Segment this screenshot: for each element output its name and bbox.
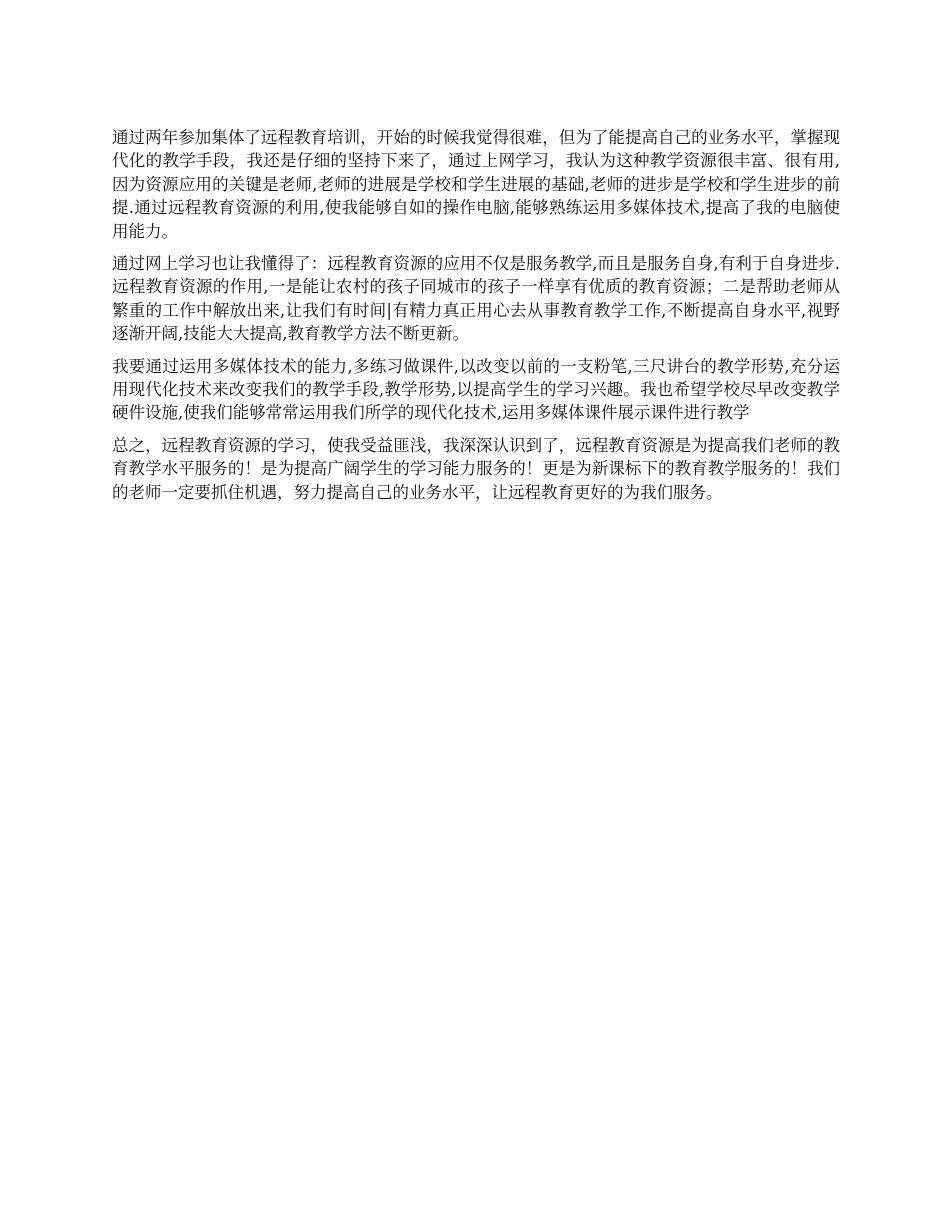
paragraph-3: 我要通过运用多媒体技术的能力,多练习做课件,以改变以前的一支粉笔,三尺讲台的教学形势,充分运用现代化技术来改变我们的教学手段,教学形势,以提高学生的学习兴趣。我也希望学校尽早改变教学硬件设施,使我们能够常常运用我们所学的现代化技术,运用多媒体课件展示课件进行教学 [112,356,840,423]
paragraph-2: 通过网上学习也让我懂得了：远程教育资源的应用不仅是服务教学,而且是服务自身,有利于自身进步.远程教育资源的作用,一是能让农村的孩子同城市的孩子一样享有优质的教育资源；二是帮助老师从繁重的工作中解放出来,让我们有时间|有精力真正用心去从事教育教学工作,不断提高自身水平,视野逐渐开阔,技能大大提高,教育教学方法不断更新。 [112,254,840,344]
paragraph-4: 总之，远程教育资源的学习，使我受益匪浅，我深深认识到了，远程教育资源是为提高我们老师的教育教学水平服务的！是为提高广阔学生的学习能力服务的！更是为新课标下的教育教学服务的！我们的老师一定要抓住机遇，努力提高自己的业务水平，让远程教育更好的为我们服务。 [112,435,840,502]
paragraph-1: 通过两年参加集体了远程教育培训，开始的时候我觉得很难，但为了能提高自己的业务水平，掌握现代化的教学手段，我还是仔细的坚持下来了，通过上网学习，我认为这种教学资源很丰富、很有用,因为资源应用的关键是老师,老师的进展是学校和学生进展的基础,老师的进步是学校和学生进步的前提.通过远程教育资源的利用,使我能够自如的操作电脑,能够熟练运用多媒体技术,提高了我的电脑使用能力。 [112,128,840,241]
document-body [112,126,840,513]
